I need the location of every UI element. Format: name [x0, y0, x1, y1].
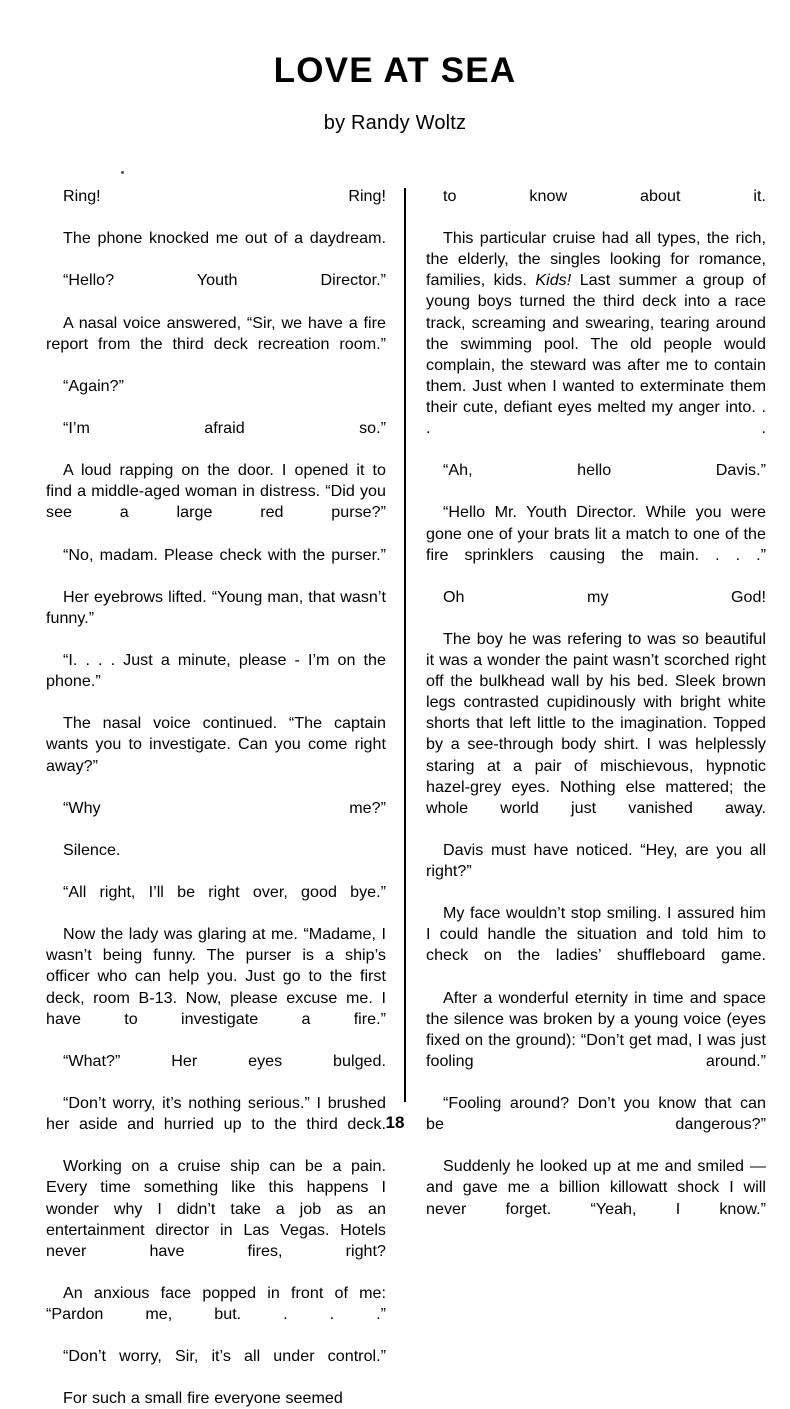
body-paragraph: Suddenly he looked up at me and smiled — and gave me a billion killowatt shock I will never forget. “Yeah, I know.” [426, 1157, 766, 1218]
body-column-left [46, 186, 386, 1409]
body-paragraph: A nasal voice answered, “Sir, we have a fire report from the third deck recreation room.” [46, 313, 386, 353]
body-paragraph: Ring! Ring! [63, 187, 386, 205]
body-paragraph: Her eyebrows lifted. “Young man, that wasn’t funny.” [46, 587, 386, 627]
body-paragraph: “I. . . . Just a minute, please - I’m on the phone.” [46, 651, 386, 691]
author-byline: by Randy Woltz [323, 112, 467, 134]
body-paragraph: After a wonderful eternity in time and space the silence was broken by a young voice (eyes fixed on the ground): “Don’t get mad, I was just fooling around.” [426, 988, 766, 1070]
body-paragraph: A loud rapping on the door. I opened it to find a middle-aged woman in distress. “Did you see a large red purse?” [46, 461, 386, 522]
body-paragraph: My face wouldn’t stop smiling. I assured him I could handle the situation and told him to check on the ladies’ shuffleboard game. [426, 904, 766, 965]
body-paragraph: Davis must have noticed. “Hey, are you all right?” [426, 840, 766, 880]
body-paragraph: “Hello? Youth Director.” [63, 271, 386, 290]
body-paragraph: An anxious face popped in front of me: “Pardon me, but. . . .” [46, 1283, 386, 1323]
body-paragraph: The phone knocked me out of a daydream. [63, 229, 386, 248]
body-paragraph: Now the lady was glaring at me. “Madame, I wasn’t being funny. The purser is a ship’s officer who can help you. Just go to the first deck, room B-13. Now, please excuse me. I have to investigate a fire.” [46, 925, 386, 1028]
scan-speck-artifact [121, 171, 124, 174]
body-paragraph: “What?” Her eyes bulged. [63, 1051, 386, 1070]
body-paragraph: “No, madam. Please check with the purser.” [63, 545, 386, 564]
body-paragraph: This particular cruise had all types, the rich, the elderly, the singles looking for romance, families, kids. Kids! Last summer a group of young boys turned the third deck into a race track, screaming and swearing, tearing around the swimming pool. The old people would complain, the steward was after me to contain them. Just when I wanted to exterminate them their cute, defiant eyes melted my anger into. . . . [426, 229, 767, 438]
body-paragraph: Silence. [63, 840, 121, 859]
page-title: LOVE AT SEA [273, 51, 517, 91]
body-paragraph: “Hello Mr. Youth Director. While you were gone one of your brats lit a match to one of the fire sprinklers causing the main. . . .” [426, 503, 766, 564]
emphasis-text: Kids! [535, 271, 572, 290]
body-paragraph: “Why me?” [63, 798, 386, 817]
body-paragraph: “All right, I’ll be right over, good bye.” [63, 883, 386, 902]
body-paragraph: “Ah, hello Davis.” [443, 461, 766, 480]
body-paragraph: “Don’t worry, it’s nothing serious.” I brushed her aside and hurried up to the third deck. [46, 1094, 386, 1134]
body-paragraph: “I’m afraid so.” [63, 419, 386, 438]
body-paragraph: “Fooling around? Don’t you know that can be dangerous?” [426, 1094, 766, 1134]
body-paragraph: Working on a cruise ship can be a pain. Every time something like this happens I wonder why I didn’t take a job as an entertainment director in Las Vegas. Hotels never have fires, right? [46, 1157, 386, 1260]
body-paragraph: “Don’t worry, Sir, it’s all under control.” [63, 1347, 386, 1366]
body-paragraph: The boy he was refering to was so beautiful it was a wonder the paint wasn’t scorched right off the bulkhead wall by his bed. Sleek brown legs contrasted cupidinously with bright white shorts that left little to the imagination. Topped by a see-through body shirt. I was helplessly staring at a pair of mischievous, hypnotic hazel-grey eyes. Nothing else mattered; the whole world just vanished away. [426, 629, 766, 817]
body-paragraph: “Again?” [63, 376, 124, 395]
body-paragraph: Oh my God! [443, 587, 766, 606]
page-number: 18 [385, 1113, 405, 1132]
body-paragraph: to know about it. [443, 187, 766, 205]
body-paragraph: For such a small fire everyone seemed [63, 1389, 343, 1408]
body-paragraph: The nasal voice continued. “The captain wants you to investigate. Can you come right away?” [46, 714, 386, 775]
column-divider-rule [404, 188, 406, 1102]
body-column-right [426, 186, 766, 1241]
